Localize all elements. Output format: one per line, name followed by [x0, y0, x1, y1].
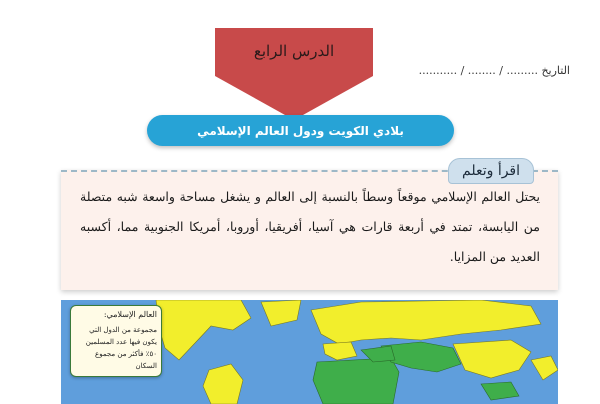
lesson-label: الدرس الرابع: [253, 42, 335, 60]
definition-box: [70, 305, 162, 377]
topic-title-banner: بلادي الكويت ودول العالم الإسلامي: [147, 115, 454, 146]
read-paragraph: يحتل العالم الإسلامي موقعاً وسطاً بالنسبة إلى العالم و يشغل مساحة واسعة شبه متصلة من اليابسة، تمتد في أربعة قارات هي آسيا، أفريقيا، أوروبا، أمريكا الجنوبية مما، أكسبه العديد من المزايا.: [80, 189, 540, 264]
definition-text: مجموعة من الدول التي يكون فيها عدد المسلمين ٥٠٪ فأكثر من مجموع السكان: [85, 326, 157, 370]
definition-title: العالم الإسلامي:: [103, 310, 157, 319]
date-line: التاريخ ......... / ........ / ...........: [418, 64, 570, 77]
read-and-learn-tab: اقرأ وتعلم: [448, 158, 534, 184]
lesson-tag: [215, 28, 373, 120]
